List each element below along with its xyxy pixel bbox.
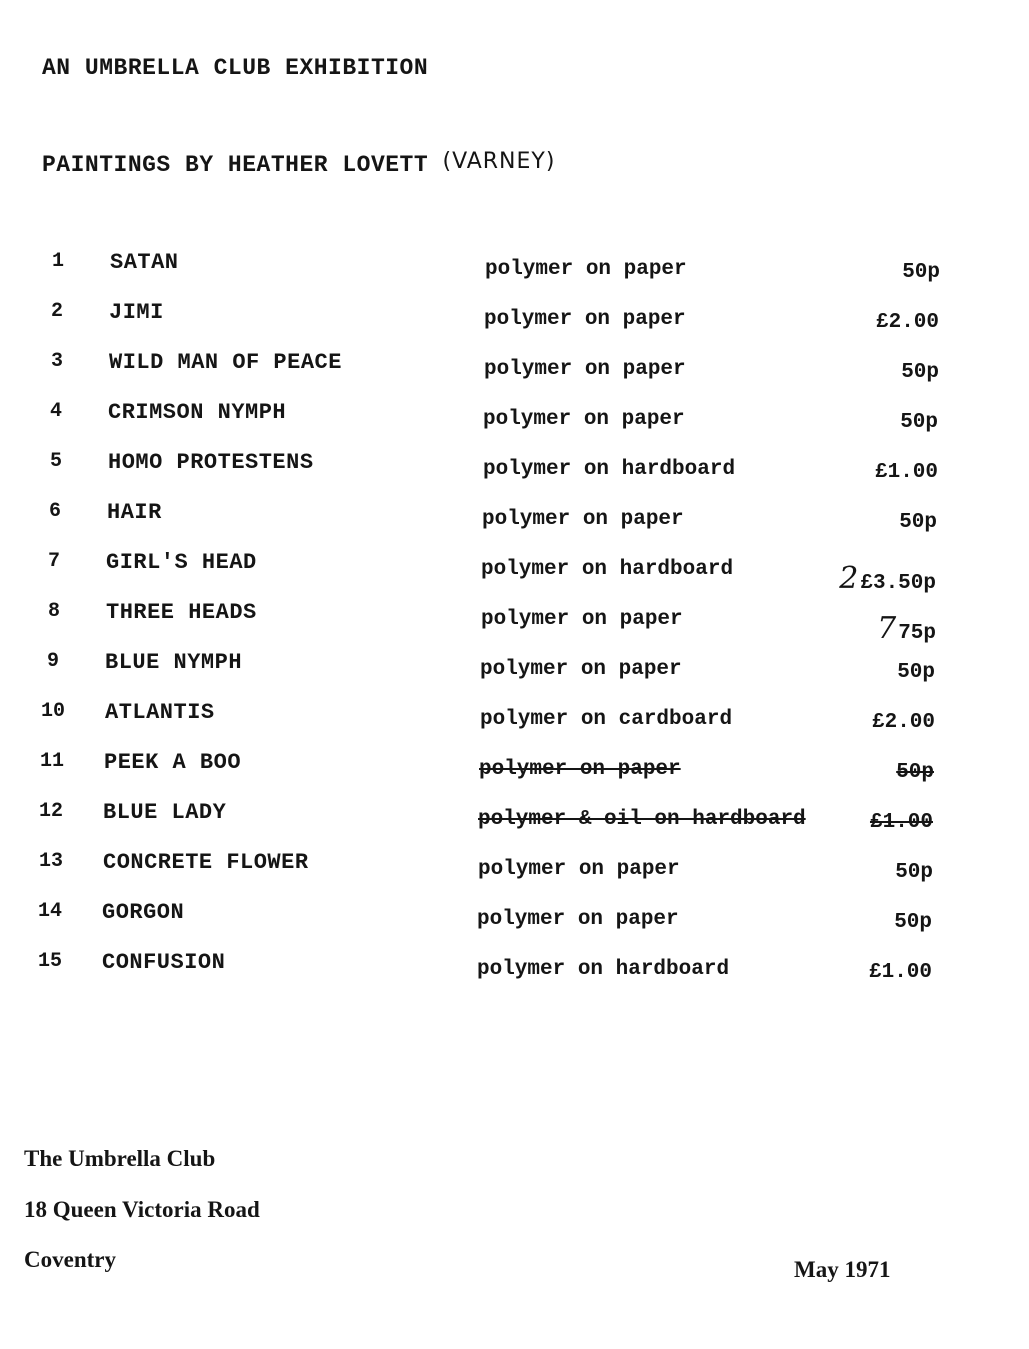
venue-name: The Umbrella Club (24, 1146, 216, 1171)
painting-price (799, 361, 939, 384)
painting-price (795, 711, 935, 734)
catalogue-number: 15 (37, 950, 62, 973)
price-value: £1.00 (874, 461, 938, 484)
painting-title: BLUE NYMPH (105, 650, 243, 675)
catalogue-number: 11 (39, 750, 64, 773)
painting-title: BLUE LADY (103, 800, 227, 825)
price-value: £1.00 (868, 961, 932, 984)
painting-title: JIMI (109, 300, 164, 325)
painting-medium: polymer on paper (480, 658, 682, 681)
catalogue-row (0, 948, 1029, 988)
painting-title: GIRL'S HEAD (106, 550, 257, 575)
painting-title: CONFUSION (102, 950, 226, 975)
catalogue-number: 5 (49, 450, 62, 473)
painting-medium: polymer on hardboard (477, 958, 730, 981)
painting-price (798, 461, 938, 484)
price-value: 50p (900, 411, 938, 434)
catalogue-row (0, 248, 1029, 288)
price-value: 50p (896, 761, 934, 784)
catalogue-row (0, 698, 1029, 738)
painting-price (799, 311, 939, 334)
venue-city: Coventry (24, 1247, 116, 1272)
painting-medium: polymer & oil on hardboard (478, 808, 806, 831)
painting-medium: polymer on paper (479, 758, 681, 781)
painting-title: WILD MAN OF PEACE (109, 350, 342, 375)
painting-price (800, 261, 940, 284)
price-value: 50p (902, 261, 940, 284)
catalogue-number: 2 (50, 300, 63, 323)
painting-medium: polymer on hardboard (483, 458, 736, 481)
catalogue-number: 4 (49, 400, 62, 423)
painting-price (793, 861, 933, 884)
price-value: 50p (895, 861, 933, 884)
catalogue-number: 14 (37, 900, 62, 923)
catalogue-row (0, 348, 1029, 388)
catalogue-row (0, 298, 1029, 338)
price-value: £2.00 (875, 311, 939, 334)
catalogue-number: 10 (40, 700, 65, 723)
price-value: £1.00 (869, 811, 933, 834)
painting-price (794, 761, 934, 784)
painting-title: HOMO PROTESTENS (108, 450, 314, 475)
painting-medium: polymer on paper (485, 258, 687, 281)
painting-price (796, 561, 936, 596)
painting-price (792, 961, 932, 984)
document-subtitle (42, 149, 556, 178)
catalogue-number: 3 (50, 350, 63, 373)
catalogue-row (0, 498, 1029, 538)
painting-price (797, 511, 937, 534)
catalogue-row (0, 898, 1029, 938)
painting-title: CRIMSON NYMPH (108, 400, 287, 425)
catalogue-number: 12 (38, 800, 63, 823)
catalogue-row (0, 798, 1029, 838)
painting-medium: polymer on paper (478, 858, 680, 881)
catalogue-number: 8 (47, 600, 60, 623)
catalogue-row (0, 598, 1029, 646)
painting-medium: polymer on hardboard (481, 558, 734, 581)
catalogue-row (0, 848, 1029, 888)
painting-price (798, 411, 938, 434)
price-value: 50p (899, 511, 937, 534)
painting-medium: polymer on cardboard (480, 708, 733, 731)
catalogue-row (0, 398, 1029, 438)
painting-medium: polymer on paper (484, 308, 686, 331)
price-value: 50p (894, 911, 932, 934)
handwritten-price-correction: 2 (839, 561, 859, 596)
painting-price (796, 611, 936, 646)
catalogue-number: 1 (51, 250, 64, 273)
price-value: 50p (897, 661, 935, 684)
catalogue-number: 13 (38, 850, 63, 873)
price-value: £2.00 (871, 711, 935, 734)
price-value: £3.50p (860, 572, 936, 595)
handwritten-note: (VARNEY) (442, 149, 556, 174)
painting-title: THREE HEADS (106, 600, 257, 625)
handwritten-price-correction: 7 (877, 611, 897, 646)
painting-title: ATLANTIS (105, 700, 215, 725)
painting-price (795, 661, 935, 684)
painting-medium: polymer on paper (483, 408, 685, 431)
exhibition-date: May 1971 (794, 1257, 891, 1282)
catalogue-row (0, 448, 1029, 488)
catalogue-number: 7 (47, 550, 60, 573)
catalogue-row (0, 648, 1029, 688)
painting-medium: polymer on paper (484, 358, 686, 381)
subtitle-text: PAINTINGS BY HEATHER LOVETT (42, 152, 429, 178)
price-value: 75p (898, 622, 936, 645)
painting-title: PEEK A BOO (104, 750, 242, 775)
painting-price (792, 911, 932, 934)
catalogue-row (0, 748, 1029, 788)
painting-title: GORGON (102, 900, 185, 925)
catalogue-number: 6 (48, 500, 61, 523)
catalogue-row (0, 548, 1029, 596)
painting-title: SATAN (110, 250, 179, 275)
painting-title: CONCRETE FLOWER (103, 850, 309, 875)
price-value: 50p (901, 361, 939, 384)
painting-price (793, 811, 933, 834)
catalogue-number: 9 (46, 650, 59, 673)
painting-medium: polymer on paper (481, 608, 683, 631)
painting-medium: polymer on paper (477, 908, 679, 931)
venue-street: 18 Queen Victoria Road (24, 1197, 260, 1222)
document-title: AN UMBRELLA CLUB EXHIBITION (42, 55, 429, 81)
painting-medium: polymer on paper (482, 508, 684, 531)
painting-title: HAIR (107, 500, 162, 525)
